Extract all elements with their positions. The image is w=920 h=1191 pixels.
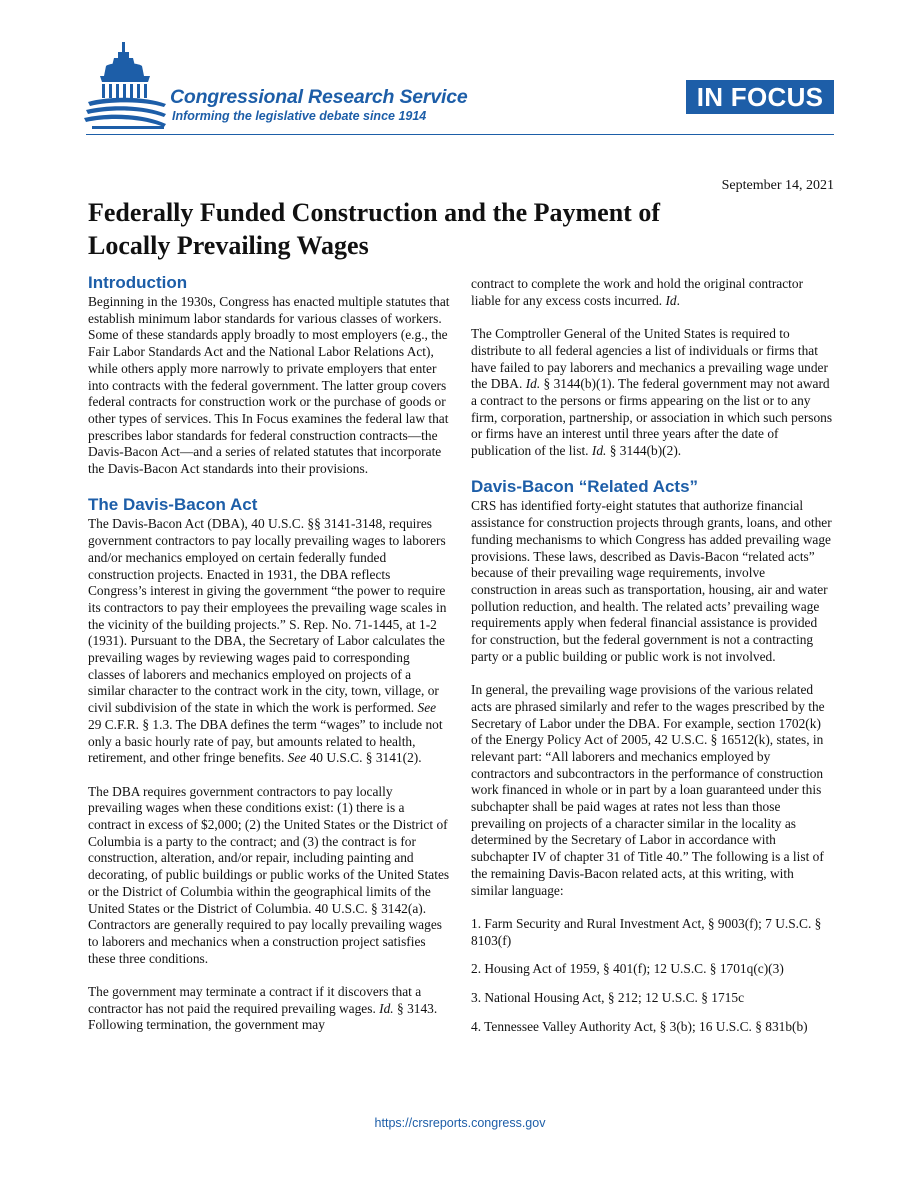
id-citation: Id. bbox=[525, 376, 541, 392]
comptroller-text-b: § 3144(b)(1). The federal government may not award a contract to the persons or firms appearing on the list or to any firm, corporation, partnership, or association in which such persons or firms have an interest until three years after the date of publication of the list. bbox=[471, 376, 833, 459]
see-citation: See bbox=[287, 750, 307, 766]
organization-tagline: Informing the legislative debate since 1914 bbox=[172, 109, 427, 123]
related-acts-paragraph-2: In general, the prevailing wage provisions of the various related acts are phrased similarly and refer to the wages prescribed by the Secretary of Labor under the DBA. For example, section 1702(k) of the Energy Policy Act of 2005, 42 U.S.C. § 16512(k), states, in relevant part: “All laborers and mechanics employed by contractors and subcontractors in the performance of construction work financed in whole or in part by a loan guaranteed under this subchapter shall be paid wages at rates not less than those prevailing on projects of a character similar in the locality as determined by the Secretary of Labor in accordance with subchapter IV of chapter 31 of Title 40.” The following is a list of the remaining Davis-Bacon related acts, at this writing, with similar language: bbox=[471, 682, 825, 898]
id-citation: Id bbox=[665, 292, 677, 308]
dba-paragraph-2: The DBA requires government contractors to pay locally prevailing wages when these conditions exist: (1) there is a contract in excess of $2,000; (2) the United States or the District of Columbia is a party to the contract; and (3) the contract is for construction, alteration, and/or repair, including painting and decorating, of public buildings or public works of the United States or the District of Columbia within the geographical limits of the United States or the District of Columbia. 40 U.S.C. § 3142(a). Contractors are generally required to pay locally prevailing wages to laborers and mechanics when a construction project satisfies these three conditions. bbox=[88, 783, 450, 966]
section-heading-related-acts: Davis-Bacon “Related Acts” bbox=[471, 477, 699, 497]
organization-name: Congressional Research Service bbox=[170, 86, 468, 108]
publication-date: September 14, 2021 bbox=[721, 178, 834, 193]
dba-text-b: 29 C.F.R. § 1.3. The DBA defines the term “wages” to include not only a basic hourly rate of pay, but amounts related to health, retirement, and other fringe benefits. bbox=[88, 716, 443, 766]
id-citation: Id. bbox=[379, 1000, 394, 1016]
related-acts-list bbox=[471, 916, 833, 1036]
capitol-dome-logo-icon bbox=[84, 40, 168, 132]
report-header bbox=[0, 0, 920, 140]
id-citation: Id. bbox=[591, 443, 607, 459]
dba-paragraph-3 bbox=[88, 984, 450, 1034]
list-item: 1. Farm Security and Rural Investment Act, § 9003(f); 7 U.S.C. § 8103(f) bbox=[471, 915, 822, 948]
list-item: 3. National Housing Act, § 212; 12 U.S.C. § 1715c bbox=[471, 990, 745, 1006]
see-citation: See bbox=[417, 700, 437, 716]
intro-paragraph: Beginning in the 1930s, Congress has enacted multiple statutes that establish minimum labor standards for various classes of workers. Some of these standards apply broadly to most employers (e.g., the Fair Labor Standards Act and the National Labor Relations Act), while others apply more narrowly to private employers that enter into contracts with the federal government. The latter group covers federal contracts for construction work or the purchase of goods or other types of services. This In Focus examines the federal law that prescribes labor standards for federal construction contracts—the Davis-Bacon Act—and a series of related statutes that incorporate the Davis-Bacon Act standards into their provisions. bbox=[88, 294, 450, 477]
dba-text-a: The government may terminate a contract if it discovers that a contractor has not paid the required prevailing wages. bbox=[88, 984, 422, 1016]
dba-paragraph-1 bbox=[88, 516, 450, 767]
list-item: 2. Housing Act of 1959, § 401(f); 12 U.S.C. § 1701q(c)(3) bbox=[471, 961, 784, 977]
section-heading-introduction: Introduction bbox=[88, 273, 188, 292]
left-column bbox=[88, 272, 450, 1034]
section-heading-davis-bacon-act: The Davis-Bacon Act bbox=[88, 495, 258, 515]
right-column bbox=[471, 276, 833, 1047]
continued-text-end: . bbox=[676, 292, 680, 308]
related-acts-paragraph-1: CRS has identified forty-eight statutes that authorize financial assistance for construction projects through grants, loans, and other funding mechanisms to which Congress has added prevailing wage provisions. These laws, described as Davis-Bacon “related acts” because of their prevailing wage requirements, involve construction in areas such as transportation, housing, air and water pollution reduction, and health. The related acts’ prevailing wage requirements apply when federal financial assistance is provided for construction, but the federal government is not a contracting party or a public building or public work is not involved. bbox=[471, 498, 832, 664]
comptroller-text-c: § 3144(b)(2). bbox=[606, 443, 682, 459]
continued-paragraph bbox=[471, 276, 833, 309]
dba-text-a: The Davis-Bacon Act (DBA), 40 U.S.C. §§ 3141-3148, requires government contractors to pay locally prevailing wages to laborers and/or mechanics employed on certain federally funded construction projects. Enacted in 1931, the DBA reflects Congress’s interest in giving the government “the power to require its contractors to pay their employees the prevailing wage scales in the vicinity of the building projects.” S. Rep. No. 71-1445, at 1-2 (1931). Pursuant to the DBA, the Secretary of Labor calculates the prevailing wages by reviewing wages paid to corresponding classes of laborers and mechanics employed on projects of a similar character to the contract work in the city, town, village, or civil subdivision of the state in which the work is performed. bbox=[88, 516, 447, 716]
comptroller-paragraph bbox=[471, 326, 833, 460]
comptroller-text-a: The Comptroller General of the United States is required to distribute to all federal agencies a list of individuals or firms that have failed to pay laborers and mechanics a prevailing wage under the DBA. bbox=[471, 326, 828, 392]
page-title: Federally Funded Construction and the Payment of Locally Prevailing Wages bbox=[88, 198, 660, 260]
continued-text: contract to complete the work and hold the original contractor liable for any excess costs incurred. bbox=[471, 276, 804, 308]
list-item: 4. Tennessee Valley Authority Act, § 3(b); 16 U.S.C. § 831b(b) bbox=[471, 1018, 808, 1034]
footer-url-link[interactable]: https://crsreports.congress.gov bbox=[374, 1116, 546, 1130]
in-focus-badge: IN FOCUS bbox=[686, 80, 834, 114]
header-divider bbox=[86, 134, 834, 135]
dba-text-c: 40 U.S.C. § 3141(2). bbox=[306, 750, 422, 766]
dba-text-b: § 3143. Following termination, the government may bbox=[88, 1000, 438, 1033]
